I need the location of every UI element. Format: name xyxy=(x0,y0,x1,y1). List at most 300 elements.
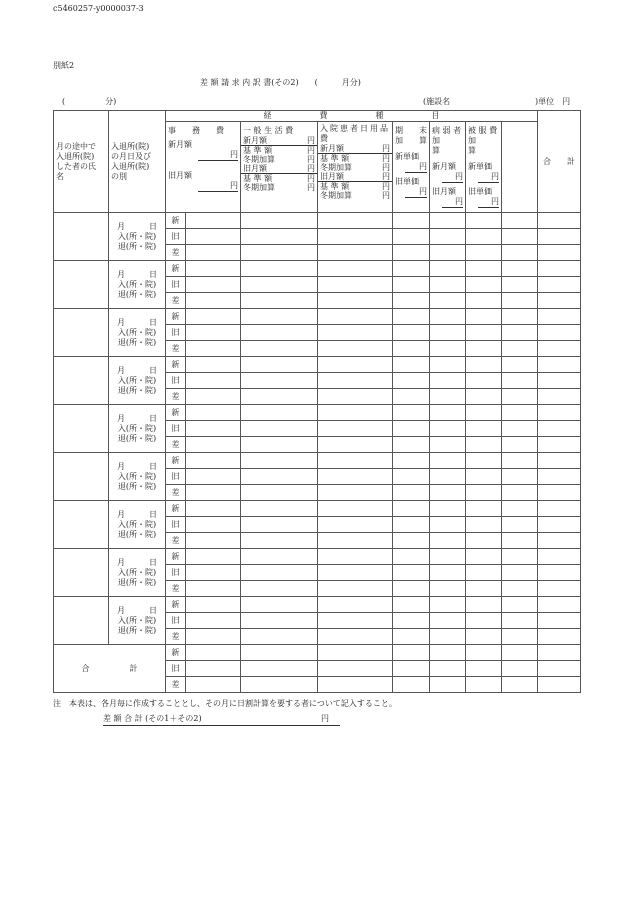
amount-cell[interactable] xyxy=(430,677,466,693)
amount-cell[interactable] xyxy=(502,325,538,341)
amount-cell[interactable] xyxy=(241,629,318,645)
name-cell[interactable] xyxy=(54,549,109,597)
amount-cell[interactable] xyxy=(502,677,538,693)
amount-cell[interactable] xyxy=(241,533,318,549)
name-cell[interactable] xyxy=(54,261,109,309)
amount-cell[interactable] xyxy=(318,565,393,581)
name-cell[interactable] xyxy=(54,357,109,405)
amount-cell[interactable] xyxy=(241,661,318,677)
amount-cell[interactable] xyxy=(466,261,502,277)
amount-cell[interactable] xyxy=(318,629,393,645)
amount-cell[interactable] xyxy=(430,469,466,485)
name-cell[interactable] xyxy=(54,213,109,261)
row-type-label: 差 xyxy=(166,629,186,645)
amount-cell[interactable] xyxy=(502,437,538,453)
amount-cell[interactable] xyxy=(430,357,466,373)
amount-cell[interactable] xyxy=(393,405,430,421)
amount-cell[interactable] xyxy=(318,341,393,357)
row-type-label: 差 xyxy=(166,485,186,501)
amount-cell[interactable] xyxy=(241,389,318,405)
amount-cell[interactable] xyxy=(186,261,241,277)
name-cell[interactable] xyxy=(54,405,109,453)
amount-cell[interactable] xyxy=(430,613,466,629)
amount-cell[interactable] xyxy=(466,613,502,629)
amount-cell[interactable] xyxy=(241,325,318,341)
amount-cell[interactable] xyxy=(430,485,466,501)
blank-header xyxy=(502,122,538,213)
amount-cell[interactable] xyxy=(241,549,318,565)
amount-cell[interactable] xyxy=(318,677,393,693)
amount-cell[interactable] xyxy=(393,293,430,309)
amount-cell[interactable] xyxy=(318,421,393,437)
amount-cell[interactable] xyxy=(186,389,241,405)
amount-cell[interactable] xyxy=(241,613,318,629)
amount-cell[interactable] xyxy=(466,517,502,533)
amount-cell[interactable] xyxy=(502,501,538,517)
line-label: 冬期加算 xyxy=(243,155,275,164)
amount-cell[interactable] xyxy=(186,597,241,613)
amount-cell[interactable] xyxy=(538,501,581,517)
amount-cell[interactable] xyxy=(186,613,241,629)
amount-cell[interactable] xyxy=(186,661,241,677)
amount-cell[interactable] xyxy=(466,309,502,325)
amount-cell[interactable] xyxy=(430,261,466,277)
amount-cell[interactable] xyxy=(466,565,502,581)
amount-cell[interactable] xyxy=(466,661,502,677)
row-type-label: 差 xyxy=(166,341,186,357)
amount-cell[interactable] xyxy=(318,469,393,485)
amount-cell[interactable] xyxy=(538,453,581,469)
amount-cell[interactable] xyxy=(538,469,581,485)
amount-cell[interactable] xyxy=(186,549,241,565)
amount-cell[interactable] xyxy=(502,453,538,469)
amount-cell[interactable] xyxy=(538,261,581,277)
amount-cell[interactable] xyxy=(538,629,581,645)
amount-cell[interactable] xyxy=(538,373,581,389)
amount-cell[interactable] xyxy=(318,325,393,341)
amount-cell[interactable] xyxy=(538,613,581,629)
amount-cell[interactable] xyxy=(538,277,581,293)
row-type-label: 新 xyxy=(166,453,186,469)
header-text: 新月額 xyxy=(432,162,456,171)
row-type-label: 旧 xyxy=(166,325,186,341)
amount-cell[interactable] xyxy=(393,341,430,357)
date-cell[interactable] xyxy=(109,405,166,453)
amount-cell[interactable] xyxy=(186,645,241,661)
amount-cell[interactable] xyxy=(186,213,241,229)
amount-cell[interactable] xyxy=(186,357,241,373)
amount-cell[interactable] xyxy=(430,437,466,453)
amount-cell[interactable] xyxy=(466,245,502,261)
amount-cell[interactable] xyxy=(502,565,538,581)
amount-cell[interactable] xyxy=(186,565,241,581)
amount-cell[interactable] xyxy=(466,373,502,389)
amount-cell[interactable] xyxy=(241,373,318,389)
amount-cell[interactable] xyxy=(430,629,466,645)
date-text: 入(所・院) xyxy=(117,471,157,481)
amount-cell[interactable] xyxy=(502,485,538,501)
amount-cell[interactable] xyxy=(393,357,430,373)
amount-cell[interactable] xyxy=(538,421,581,437)
amount-cell[interactable] xyxy=(502,213,538,229)
amount-cell[interactable] xyxy=(502,629,538,645)
amount-cell[interactable] xyxy=(502,373,538,389)
yen: 円 xyxy=(382,182,390,191)
amount-cell[interactable] xyxy=(186,533,241,549)
amount-cell[interactable] xyxy=(538,661,581,677)
row-type-label: 旧 xyxy=(166,613,186,629)
amount-cell[interactable] xyxy=(430,213,466,229)
amount-cell[interactable] xyxy=(186,373,241,389)
amount-cell[interactable] xyxy=(538,389,581,405)
amount-cell[interactable] xyxy=(186,485,241,501)
facility-label: (施設名 xyxy=(423,97,451,106)
yen: 円 xyxy=(198,181,238,192)
amount-cell[interactable] xyxy=(502,277,538,293)
amount-cell[interactable] xyxy=(466,229,502,245)
amount-cell[interactable] xyxy=(430,277,466,293)
date-cell[interactable] xyxy=(109,453,166,501)
amount-cell[interactable] xyxy=(318,309,393,325)
amount-cell[interactable] xyxy=(466,597,502,613)
amount-cell[interactable] xyxy=(241,213,318,229)
row-type-label: 旧 xyxy=(166,277,186,293)
amount-cell[interactable] xyxy=(186,453,241,469)
amount-cell[interactable] xyxy=(393,453,430,469)
amount-cell[interactable] xyxy=(466,677,502,693)
amount-cell[interactable] xyxy=(241,501,318,517)
amount-cell[interactable] xyxy=(318,453,393,469)
amount-cell[interactable] xyxy=(466,357,502,373)
amount-cell[interactable] xyxy=(393,661,430,677)
table-row xyxy=(54,357,581,373)
amount-cell[interactable] xyxy=(393,629,430,645)
amount-cell[interactable] xyxy=(318,277,393,293)
amount-cell[interactable] xyxy=(393,597,430,613)
amount-cell[interactable] xyxy=(241,597,318,613)
amount-cell[interactable] xyxy=(466,213,502,229)
amount-cell[interactable] xyxy=(186,517,241,533)
header-text: 入退所(院) xyxy=(111,161,150,171)
amount-cell[interactable] xyxy=(186,469,241,485)
amount-cell[interactable] xyxy=(318,661,393,677)
date-text: 退(所・院) xyxy=(117,385,157,395)
date-cell[interactable] xyxy=(109,597,166,645)
amount-cell[interactable] xyxy=(186,629,241,645)
amount-cell[interactable] xyxy=(466,277,502,293)
amount-cell[interactable] xyxy=(393,549,430,565)
amount-cell[interactable] xyxy=(241,309,318,325)
amount-cell[interactable] xyxy=(186,309,241,325)
amount-cell[interactable] xyxy=(318,517,393,533)
amount-cell[interactable] xyxy=(466,421,502,437)
amount-cell[interactable] xyxy=(502,405,538,421)
date-cell[interactable] xyxy=(109,309,166,357)
amount-cell[interactable] xyxy=(466,629,502,645)
amount-line xyxy=(241,136,317,146)
amount-cell[interactable] xyxy=(502,533,538,549)
amount-cell[interactable] xyxy=(393,581,430,597)
amount-cell[interactable] xyxy=(318,229,393,245)
amount-cell[interactable] xyxy=(430,549,466,565)
amount-cell[interactable] xyxy=(538,245,581,261)
yen: 円 xyxy=(382,144,390,153)
amount-cell[interactable] xyxy=(502,549,538,565)
amount-cell[interactable] xyxy=(538,517,581,533)
amount-cell[interactable] xyxy=(466,293,502,309)
amount-cell[interactable] xyxy=(466,645,502,661)
date-cell[interactable] xyxy=(109,213,166,261)
amount-cell[interactable] xyxy=(186,293,241,309)
date-cell[interactable] xyxy=(109,357,166,405)
amount-cell[interactable] xyxy=(430,325,466,341)
amount-cell[interactable] xyxy=(430,405,466,421)
amount-cell[interactable] xyxy=(186,581,241,597)
amount-cell[interactable] xyxy=(430,293,466,309)
amount-cell[interactable] xyxy=(466,389,502,405)
amount-cell[interactable] xyxy=(538,549,581,565)
date-header xyxy=(109,111,166,213)
amount-cell[interactable] xyxy=(538,677,581,693)
amount-cell[interactable] xyxy=(318,645,393,661)
amount-cell[interactable] xyxy=(502,357,538,373)
amount-cell[interactable] xyxy=(502,613,538,629)
amount-cell[interactable] xyxy=(241,277,318,293)
amount-cell[interactable] xyxy=(186,421,241,437)
amount-cell[interactable] xyxy=(318,581,393,597)
amount-cell[interactable] xyxy=(393,389,430,405)
amount-cell[interactable] xyxy=(538,325,581,341)
amount-cell[interactable] xyxy=(502,661,538,677)
date-cell[interactable] xyxy=(109,549,166,597)
grand-total-line xyxy=(103,713,340,726)
name-cell[interactable] xyxy=(54,501,109,549)
amount-cell[interactable] xyxy=(393,245,430,261)
amount-cell[interactable] xyxy=(466,437,502,453)
amount-cell[interactable] xyxy=(318,549,393,565)
name-cell[interactable] xyxy=(54,309,109,357)
amount-cell[interactable] xyxy=(466,485,502,501)
amount-cell[interactable] xyxy=(393,485,430,501)
amount-cell[interactable] xyxy=(538,437,581,453)
amount-cell[interactable] xyxy=(466,405,502,421)
amount-cell[interactable] xyxy=(502,245,538,261)
amount-cell[interactable] xyxy=(430,501,466,517)
amount-cell[interactable] xyxy=(393,565,430,581)
amount-cell[interactable] xyxy=(502,389,538,405)
date-cell[interactable] xyxy=(109,261,166,309)
amount-cell[interactable] xyxy=(241,485,318,501)
amount-cell[interactable] xyxy=(393,501,430,517)
amount-cell[interactable] xyxy=(430,309,466,325)
amount-cell[interactable] xyxy=(466,533,502,549)
table-row xyxy=(54,261,581,277)
main-content xyxy=(53,110,580,726)
amount-cell[interactable] xyxy=(430,533,466,549)
yen: 円 xyxy=(307,164,315,173)
amount-cell[interactable] xyxy=(502,581,538,597)
header-text: 一 般 生 活 費 xyxy=(243,126,294,135)
amount-cell[interactable] xyxy=(186,501,241,517)
amount-cell[interactable] xyxy=(466,501,502,517)
date-text: 月 日 xyxy=(117,269,157,279)
name-cell[interactable] xyxy=(54,453,109,501)
amount-cell[interactable] xyxy=(393,309,430,325)
amount-cell[interactable] xyxy=(430,597,466,613)
amount-cell[interactable] xyxy=(466,549,502,565)
table-row xyxy=(54,597,581,613)
amount-cell[interactable] xyxy=(502,293,538,309)
amount-cell[interactable] xyxy=(502,645,538,661)
header-text: 入退所(院) xyxy=(111,141,150,151)
amount-cell[interactable] xyxy=(502,597,538,613)
amount-cell[interactable] xyxy=(393,373,430,389)
amount-cell[interactable] xyxy=(430,517,466,533)
amount-cell[interactable] xyxy=(241,245,318,261)
amount-cell[interactable] xyxy=(186,229,241,245)
date-cell[interactable] xyxy=(109,501,166,549)
amount-cell[interactable] xyxy=(241,453,318,469)
amount-cell[interactable] xyxy=(502,309,538,325)
amount-cell[interactable] xyxy=(538,357,581,373)
grand-total-yen: 円 xyxy=(321,714,329,723)
amount-cell[interactable] xyxy=(393,533,430,549)
table-row xyxy=(54,405,581,421)
amount-cell[interactable] xyxy=(393,645,430,661)
row-type-label: 新 xyxy=(166,309,186,325)
amount-cell[interactable] xyxy=(393,325,430,341)
amount-cell[interactable] xyxy=(241,565,318,581)
amount-cell[interactable] xyxy=(466,469,502,485)
amount-cell[interactable] xyxy=(241,437,318,453)
amount-cell[interactable] xyxy=(466,581,502,597)
amount-cell[interactable] xyxy=(393,421,430,437)
amount-cell[interactable] xyxy=(393,677,430,693)
amount-cell[interactable] xyxy=(502,229,538,245)
table-row xyxy=(54,549,581,565)
amount-cell[interactable] xyxy=(318,437,393,453)
amount-cell[interactable] xyxy=(318,389,393,405)
amount-cell[interactable] xyxy=(241,677,318,693)
amount-cell[interactable] xyxy=(538,293,581,309)
amount-cell[interactable] xyxy=(241,581,318,597)
amount-cell[interactable] xyxy=(241,261,318,277)
amount-cell[interactable] xyxy=(538,645,581,661)
amount-cell[interactable] xyxy=(393,613,430,629)
amount-cell[interactable] xyxy=(318,245,393,261)
amount-cell[interactable] xyxy=(466,341,502,357)
amount-cell[interactable] xyxy=(538,341,581,357)
amount-cell[interactable] xyxy=(538,309,581,325)
amount-cell[interactable] xyxy=(241,517,318,533)
amount-cell[interactable] xyxy=(502,261,538,277)
amount-cell[interactable] xyxy=(538,581,581,597)
name-cell[interactable] xyxy=(54,597,109,645)
amount-cell[interactable] xyxy=(538,213,581,229)
amount-cell[interactable] xyxy=(430,245,466,261)
amount-line xyxy=(241,146,317,155)
amount-cell[interactable] xyxy=(502,469,538,485)
amount-cell[interactable] xyxy=(538,229,581,245)
amount-cell[interactable] xyxy=(502,421,538,437)
amount-cell[interactable] xyxy=(502,517,538,533)
amount-cell[interactable] xyxy=(502,341,538,357)
header-text: 加 算 xyxy=(395,136,427,145)
amount-cell[interactable] xyxy=(538,485,581,501)
amount-cell[interactable] xyxy=(241,229,318,245)
row-type-label: 差 xyxy=(166,245,186,261)
amount-cell[interactable] xyxy=(186,437,241,453)
amount-cell[interactable] xyxy=(538,565,581,581)
amount-cell[interactable] xyxy=(430,389,466,405)
amount-cell[interactable] xyxy=(241,357,318,373)
header-text: 被 服 費 xyxy=(468,126,498,135)
amount-cell[interactable] xyxy=(430,581,466,597)
amount-cell[interactable] xyxy=(186,405,241,421)
row-type-label: 差 xyxy=(166,581,186,597)
amount-cell[interactable] xyxy=(186,677,241,693)
amount-cell[interactable] xyxy=(318,357,393,373)
amount-cell[interactable] xyxy=(241,341,318,357)
amount-cell[interactable] xyxy=(318,213,393,229)
amount-cell[interactable] xyxy=(186,325,241,341)
amount-cell[interactable] xyxy=(241,645,318,661)
amount-cell[interactable] xyxy=(241,405,318,421)
amount-cell[interactable] xyxy=(318,533,393,549)
amount-cell[interactable] xyxy=(186,341,241,357)
amount-cell[interactable] xyxy=(466,325,502,341)
amount-cell[interactable] xyxy=(318,613,393,629)
amount-cell[interactable] xyxy=(430,229,466,245)
amount-cell[interactable] xyxy=(186,245,241,261)
amount-cell[interactable] xyxy=(186,277,241,293)
amount-cell[interactable] xyxy=(318,293,393,309)
amount-cell[interactable] xyxy=(538,597,581,613)
amount-cell[interactable] xyxy=(318,501,393,517)
amount-cell[interactable] xyxy=(318,261,393,277)
yen: 円 xyxy=(382,191,390,200)
amount-cell[interactable] xyxy=(318,373,393,389)
amount-cell[interactable] xyxy=(430,645,466,661)
amount-line xyxy=(241,164,317,174)
amount-cell[interactable] xyxy=(393,469,430,485)
amount-cell[interactable] xyxy=(430,565,466,581)
amount-cell[interactable] xyxy=(393,213,430,229)
amount-cell[interactable] xyxy=(393,277,430,293)
amount-cell[interactable] xyxy=(538,533,581,549)
amount-cell[interactable] xyxy=(241,293,318,309)
amount-cell[interactable] xyxy=(318,405,393,421)
amount-cell[interactable] xyxy=(393,437,430,453)
amount-cell[interactable] xyxy=(393,261,430,277)
amount-cell[interactable] xyxy=(430,341,466,357)
amount-cell[interactable] xyxy=(318,485,393,501)
amount-cell[interactable] xyxy=(466,453,502,469)
amount-cell[interactable] xyxy=(430,661,466,677)
amount-cell[interactable] xyxy=(241,469,318,485)
nyuin-header xyxy=(318,122,393,213)
amount-cell[interactable] xyxy=(430,453,466,469)
amount-cell[interactable] xyxy=(241,421,318,437)
line-label: 冬期加算 xyxy=(320,191,352,200)
amount-cell[interactable] xyxy=(393,229,430,245)
yen: 円 xyxy=(405,187,427,198)
amount-cell[interactable] xyxy=(393,517,430,533)
amount-cell[interactable] xyxy=(430,373,466,389)
amount-cell[interactable] xyxy=(318,597,393,613)
amount-cell[interactable] xyxy=(430,421,466,437)
amount-cell[interactable] xyxy=(538,405,581,421)
